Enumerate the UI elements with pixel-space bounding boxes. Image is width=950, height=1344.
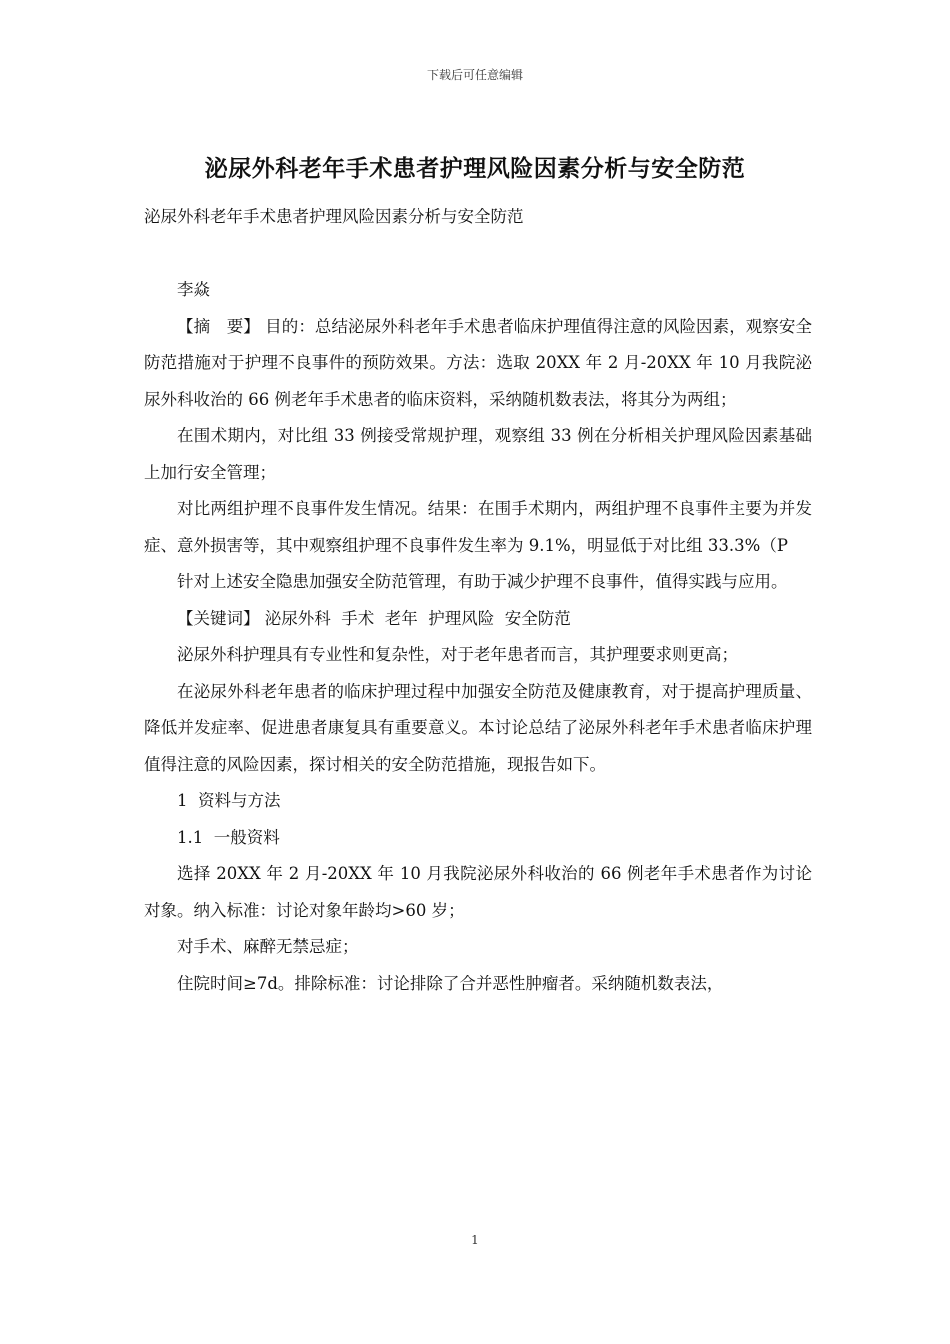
keywords-paragraph: 【关键词】 泌尿外科 手术 老年 护理风险 安全防范 <box>177 608 571 628</box>
body-paragraph: 在泌尿外科老年患者的临床护理过程中加强安全防范及健康教育，对于提高护理质量、降低并发症率、促进患者康复具有重要意义。本讨论总结了泌尿外科老年手术患者临床护理值得注意的风险因素，探讨相关的安全防范措施，现报告如下。 <box>144 681 812 774</box>
document-subtitle: 泌尿外科老年手术患者护理风险因素分析与安全防范 <box>144 207 524 226</box>
author-name: 李焱 <box>177 280 210 299</box>
body-paragraph: 泌尿外科护理具有专业性和复杂性，对于老年患者而言，其护理要求则更高； <box>177 645 738 664</box>
blank-line <box>144 236 812 273</box>
body-paragraph: 针对上述安全隐患加强安全防范管理，有助于减少护理不良事件，值得实践与应用。 <box>177 572 788 591</box>
body-paragraph: 对比两组护理不良事件发生情况。结果：在围手术期内，两组护理不良事件主要为并发症、意外损害等，其中观察组护理不良事件发生率为 9.1%，明显低于对比组 33.3%（P <box>144 499 812 555</box>
header-note: 下载后可任意编辑 <box>426 68 523 82</box>
document-body <box>144 199 812 1002</box>
document-title: 泌尿外科老年手术患者护理风险因素分析与安全防范 <box>204 156 746 182</box>
abstract-paragraph: 【摘 要】 目的：总结泌尿外科老年手术患者临床护理值得注意的风险因素，观察安全防范措施对于护理不良事件的预防效果。方法：选取 20XX 年 2 月-20XX 年 10 月我院泌尿外科收治的 66 例老年手术患者的临床资料，采纳随机数表法，将其分为两组； <box>144 316 812 409</box>
body-paragraph: 住院时间≥7d。排除标准：讨论排除了合并恶性肿瘤者。采纳随机数表法， <box>177 973 724 993</box>
subsection-heading: 1.1 一般资料 <box>177 827 280 847</box>
page-number: 1 <box>471 1233 479 1247</box>
body-paragraph: 选择 20XX 年 2 月-20XX 年 10 月我院泌尿外科收治的 66 例老年手术患者作为讨论对象。纳入标准：讨论对象年龄均>60 岁； <box>144 864 812 920</box>
body-paragraph: 对手术、麻醉无禁忌症； <box>177 937 359 956</box>
body-paragraph: 在围术期内，对比组 33 例接受常规护理，观察组 33 例在分析相关护理风险因素基础上加行安全管理； <box>144 426 812 482</box>
section-heading: 1 资料与方法 <box>177 791 281 810</box>
